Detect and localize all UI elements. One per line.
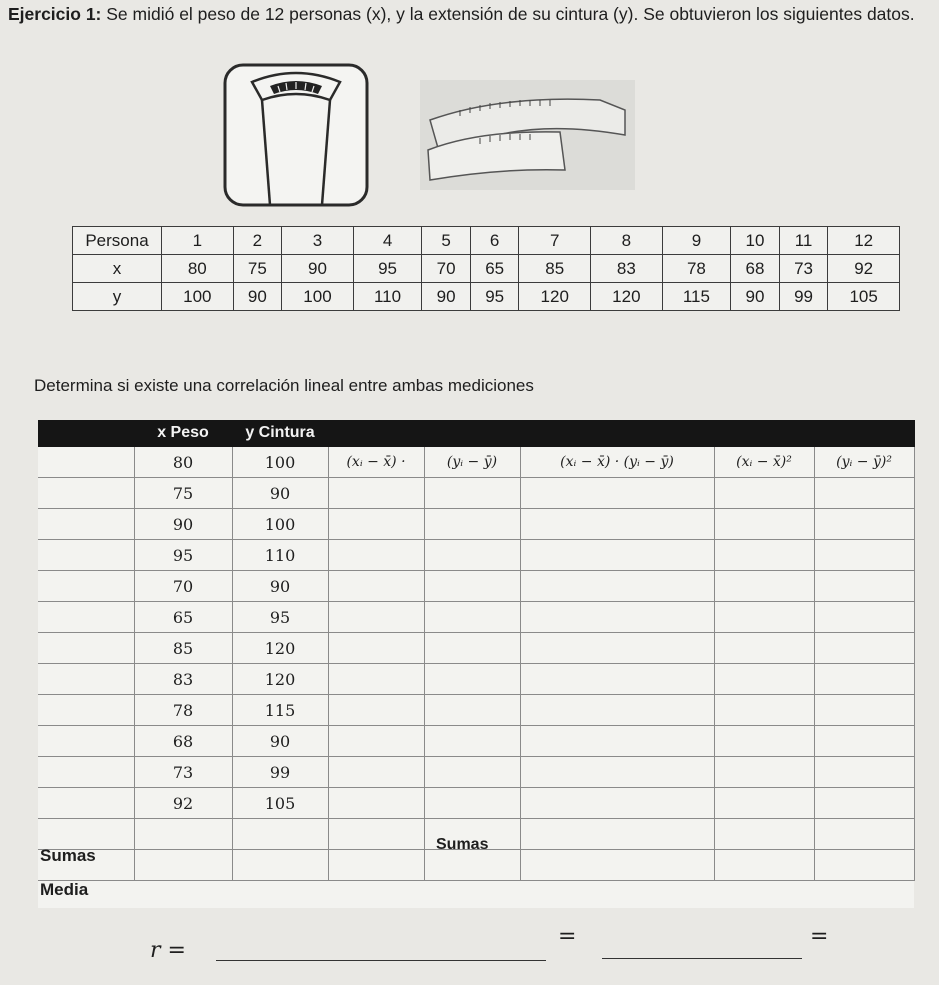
empty-cell[interactable]: [714, 726, 814, 757]
side-cell: [38, 633, 134, 664]
y-value: 120: [591, 283, 663, 311]
mean-cell[interactable]: [328, 850, 424, 881]
empty-cell[interactable]: [328, 633, 424, 664]
instruction-text: Determina si existe una correlación lineal entre ambas mediciones: [34, 376, 534, 395]
x-cell[interactable]: 75: [134, 478, 232, 509]
empty-cell[interactable]: [424, 726, 520, 757]
header-dy-squared: (yᵢ − ȳ)²: [814, 447, 914, 478]
empty-cell[interactable]: [328, 757, 424, 788]
table-row: [38, 540, 914, 571]
x-cell[interactable]: 92: [134, 788, 232, 819]
person-id: 7: [519, 227, 591, 255]
empty-cell[interactable]: [714, 602, 814, 633]
empty-cell[interactable]: [328, 602, 424, 633]
x-cell[interactable]: 95: [134, 540, 232, 571]
x-cell[interactable]: 68: [134, 726, 232, 757]
sum-cell[interactable]: [328, 819, 424, 850]
table-row: [38, 788, 914, 819]
x-value: 73: [779, 255, 828, 283]
x-value: 70: [422, 255, 471, 283]
sums-label: Sumas: [40, 846, 96, 865]
y-value: 120: [519, 283, 591, 311]
empty-cell[interactable]: [520, 571, 714, 602]
empty-cell[interactable]: [714, 478, 814, 509]
empty-cell[interactable]: [814, 788, 914, 819]
empty-cell[interactable]: [328, 695, 424, 726]
bathroom-scale-icon: [222, 62, 370, 208]
side-cell: [38, 447, 134, 478]
worksheet-formula-row: [38, 447, 914, 478]
x-value: 95: [353, 255, 422, 283]
empty-cell[interactable]: [424, 695, 520, 726]
y-value: 110: [353, 283, 422, 311]
y-value: 95: [470, 283, 519, 311]
exercise-text: Se midió el peso de 12 personas (x), y la extensión de su cintura (y). Se obtuvieron los siguientes datos.: [101, 4, 915, 24]
x-cell[interactable]: 78: [134, 695, 232, 726]
empty-cell[interactable]: [814, 726, 914, 757]
y-cell[interactable]: 95: [232, 602, 328, 633]
empty-cell[interactable]: [520, 540, 714, 571]
empty-cell[interactable]: [714, 695, 814, 726]
mean-cell[interactable]: [520, 850, 714, 881]
empty-cell[interactable]: [714, 788, 814, 819]
empty-cell[interactable]: [714, 571, 814, 602]
empty-cell[interactable]: [814, 757, 914, 788]
sums-mid-label: Sumas: [436, 836, 489, 853]
equals-sign-2: =: [810, 924, 829, 949]
row-header-y: y: [73, 283, 162, 311]
y-value: 105: [828, 283, 900, 311]
col-x-header: x Peso: [134, 420, 232, 447]
empty-cell[interactable]: [520, 478, 714, 509]
x-value: 83: [591, 255, 663, 283]
x-cell[interactable]: 90: [134, 509, 232, 540]
header-blank: [38, 420, 134, 447]
side-cell: [38, 695, 134, 726]
x-value: 90: [282, 255, 354, 283]
mean-cell[interactable]: [134, 850, 232, 881]
mean-cell[interactable]: [424, 850, 520, 881]
empty-cell[interactable]: [814, 664, 914, 695]
empty-cell[interactable]: [424, 602, 520, 633]
y-value: 90: [422, 283, 471, 311]
person-id: 9: [662, 227, 731, 255]
empty-cell[interactable]: [328, 540, 424, 571]
x-value: 75: [233, 255, 282, 283]
table-row: [38, 571, 914, 602]
y-value: 115: [662, 283, 731, 311]
x-cell[interactable]: 85: [134, 633, 232, 664]
empty-cell[interactable]: [814, 571, 914, 602]
measuring-tape-icon: [420, 80, 635, 190]
empty-cell[interactable]: [424, 509, 520, 540]
side-cell: [38, 509, 134, 540]
x-cell[interactable]: 65: [134, 602, 232, 633]
table-row: [38, 726, 914, 757]
empty-cell[interactable]: [328, 478, 424, 509]
side-cell: [38, 478, 134, 509]
exercise-statement: [8, 4, 933, 25]
mean-cell[interactable]: [714, 850, 814, 881]
x-cell[interactable]: 83: [134, 664, 232, 695]
table-row: [38, 757, 914, 788]
y-value: 90: [233, 283, 282, 311]
empty-cell[interactable]: [328, 571, 424, 602]
empty-cell[interactable]: [520, 788, 714, 819]
worksheet-table: [38, 420, 915, 881]
empty-cell[interactable]: [814, 509, 914, 540]
exercise-label: Ejercicio 1:: [8, 4, 102, 24]
y-cell[interactable]: 90: [232, 571, 328, 602]
person-id: 11: [779, 227, 828, 255]
person-id: 10: [731, 227, 780, 255]
mean-label: Media: [40, 880, 89, 899]
header-dx-squared: (xᵢ − x̄)²: [714, 447, 814, 478]
y-cell[interactable]: 120: [232, 664, 328, 695]
side-cell: [38, 540, 134, 571]
means-row: [38, 850, 914, 881]
x-cell[interactable]: 73: [134, 757, 232, 788]
side-cell: [38, 819, 134, 850]
empty-cell[interactable]: [424, 664, 520, 695]
header-dark-band: [328, 420, 914, 447]
empty-cell[interactable]: [424, 788, 520, 819]
sum-cell[interactable]: [714, 819, 814, 850]
sum-cell[interactable]: [814, 819, 914, 850]
empty-cell[interactable]: [424, 478, 520, 509]
empty-cell[interactable]: [714, 664, 814, 695]
person-id: 12: [828, 227, 900, 255]
table-row: [38, 602, 914, 633]
y-cell[interactable]: 120: [232, 633, 328, 664]
person-id: 6: [470, 227, 519, 255]
mean-cell[interactable]: [814, 850, 914, 881]
x-value: 65: [470, 255, 519, 283]
y-cell[interactable]: 100: [232, 447, 328, 478]
r-equals: r =: [150, 938, 186, 963]
empty-cell[interactable]: [424, 571, 520, 602]
y-cell[interactable]: 115: [232, 695, 328, 726]
empty-cell[interactable]: [714, 633, 814, 664]
empty-cell[interactable]: [520, 509, 714, 540]
side-cell: [38, 788, 134, 819]
y-value: 100: [162, 283, 234, 311]
empty-cell[interactable]: [714, 540, 814, 571]
x-cell[interactable]: 70: [134, 571, 232, 602]
answer-line-2[interactable]: [602, 958, 802, 959]
table-row: [38, 478, 914, 509]
y-cell[interactable]: 90: [232, 478, 328, 509]
y-cell[interactable]: 90: [232, 726, 328, 757]
x-value: 92: [828, 255, 900, 283]
y-value: 99: [779, 283, 828, 311]
x-value: 68: [731, 255, 780, 283]
person-id: 4: [353, 227, 422, 255]
empty-cell[interactable]: [520, 602, 714, 633]
y-cell[interactable]: 110: [232, 540, 328, 571]
data-table: [72, 226, 900, 311]
table-row: [38, 695, 914, 726]
sum-cell[interactable]: [520, 819, 714, 850]
sum-cell[interactable]: [134, 819, 232, 850]
x-cell[interactable]: 80: [134, 447, 232, 478]
person-id: 1: [162, 227, 234, 255]
empty-cell[interactable]: [328, 664, 424, 695]
header-dx: (xᵢ − x̄) ·: [328, 447, 424, 478]
col-y-header: y Cintura: [232, 420, 328, 447]
header-product: (xᵢ − x̄) · (yᵢ − ȳ): [520, 447, 714, 478]
empty-cell[interactable]: [814, 633, 914, 664]
equals-sign-1: =: [558, 924, 577, 949]
empty-cell[interactable]: [424, 633, 520, 664]
side-cell: [38, 726, 134, 757]
mean-cell[interactable]: [232, 850, 328, 881]
correlation-formula: [150, 924, 930, 970]
side-cell: [38, 602, 134, 633]
person-id: 8: [591, 227, 663, 255]
side-cell: [38, 757, 134, 788]
empty-cell[interactable]: [814, 695, 914, 726]
y-cell[interactable]: 99: [232, 757, 328, 788]
empty-cell[interactable]: [328, 509, 424, 540]
y-value: 100: [282, 283, 354, 311]
y-value: 90: [731, 283, 780, 311]
header-dy: (yᵢ − ȳ): [424, 447, 520, 478]
worksheet-header-row: [38, 420, 914, 447]
table-row: [73, 227, 900, 255]
table-row: [38, 509, 914, 540]
person-id: 2: [233, 227, 282, 255]
empty-cell[interactable]: [424, 757, 520, 788]
table-row: [38, 664, 914, 695]
empty-cell[interactable]: [520, 664, 714, 695]
empty-cell[interactable]: [520, 695, 714, 726]
row-header-persona: Persona: [73, 227, 162, 255]
sum-cell[interactable]: [232, 819, 328, 850]
x-value: 85: [519, 255, 591, 283]
y-cell[interactable]: 105: [232, 788, 328, 819]
empty-cell[interactable]: [714, 509, 814, 540]
empty-cell[interactable]: [714, 757, 814, 788]
x-value: 80: [162, 255, 234, 283]
table-row: [73, 283, 900, 311]
table-row: [73, 255, 900, 283]
empty-cell[interactable]: [814, 602, 914, 633]
y-cell[interactable]: 100: [232, 509, 328, 540]
side-cell: [38, 571, 134, 602]
empty-cell[interactable]: [328, 788, 424, 819]
empty-cell[interactable]: [424, 540, 520, 571]
person-id: 5: [422, 227, 471, 255]
empty-cell[interactable]: [814, 540, 914, 571]
empty-cell[interactable]: [328, 726, 424, 757]
empty-cell[interactable]: [520, 726, 714, 757]
empty-cell[interactable]: [520, 633, 714, 664]
empty-cell[interactable]: [520, 757, 714, 788]
side-cell: [38, 664, 134, 695]
empty-cell[interactable]: [814, 478, 914, 509]
row-header-x: x: [73, 255, 162, 283]
x-value: 78: [662, 255, 731, 283]
person-id: 3: [282, 227, 354, 255]
table-row: [38, 633, 914, 664]
answer-line-1[interactable]: [216, 960, 546, 961]
